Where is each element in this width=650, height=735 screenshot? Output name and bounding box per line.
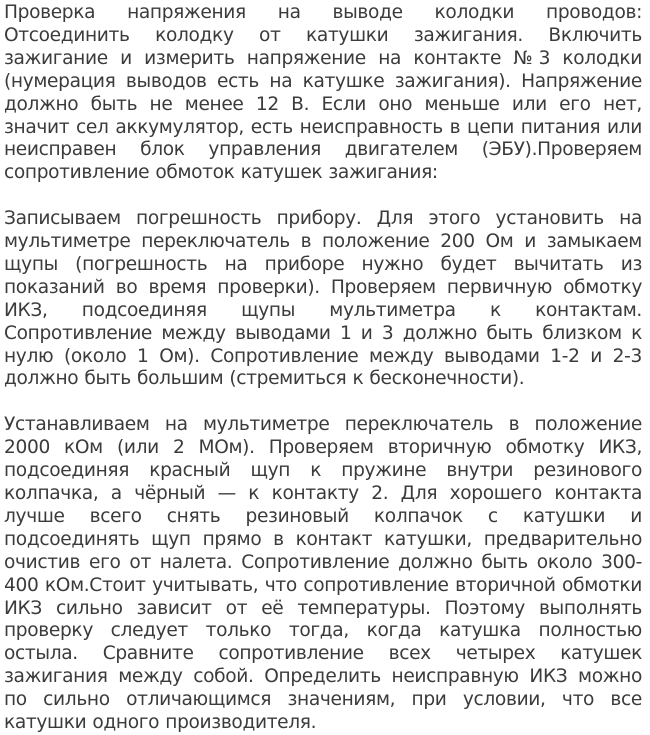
paragraph-primary-winding: Записываем погрешность прибору. Для этого установить на мультиметре переключатель в положение 200 Ом и замыкаем щупы (погрешность на приборе нужно будет вычитать из показаний во время проверки). Проверяем первичную обмотку ИКЗ, подсоединяя щупы мультиметра к контактам. Сопротивление между выводами 1 и 3 должно быть близком к нулю (около 1 Ом). Сопротивление между выводами 1-2 и 2-3 должно быть большим (стремиться к бесконечности). [4,208,642,390]
paragraph-voltage-check: Проверка напряжения на выводе колодки проводов: Отсоединить колодку от катушки зажигания. Включить зажигание и измерить напряжение на контакте №3 колодки (нумерация выводов есть на катушке зажигания). Напряжение должно быть не менее 12 В. Если оно меньше или его нет, значит сел аккумулятор, есть неисправность в цепи питания или неисправен блок управления двигателем (ЭБУ).Проверяем сопротивление обмоток катушек зажигания: [4,2,642,184]
paragraph-secondary-winding: Устанавливаем на мультиметре переключатель в положение 2000 кОм (или 2 МОм). Проверяем вторичную обмотку ИКЗ, подсоединяя красный щуп к пружине внутри резинового колпачка, а чёрный — к контакту 2. Для хорошего контакта лучше всего снять резиновый колпачок с катушки и подсоединять щуп прямо в контакт катушки, предварительно очистив его от налета. Сопротивление должно быть около 300-400 кОм.Стоит учитывать, что сопротивление вторичной обмотки ИКЗ сильно зависит от её температуры. Поэтому выполнять проверку следует только тогда, когда катушка полностью остыла. Сравните сопротивление всех четырех катушек зажигания между собой. Определить неисправную ИКЗ можно по сильно отличающимся значениям, при условии, что все катушки одного производителя. [4,414,642,734]
article-body [4,2,642,735]
